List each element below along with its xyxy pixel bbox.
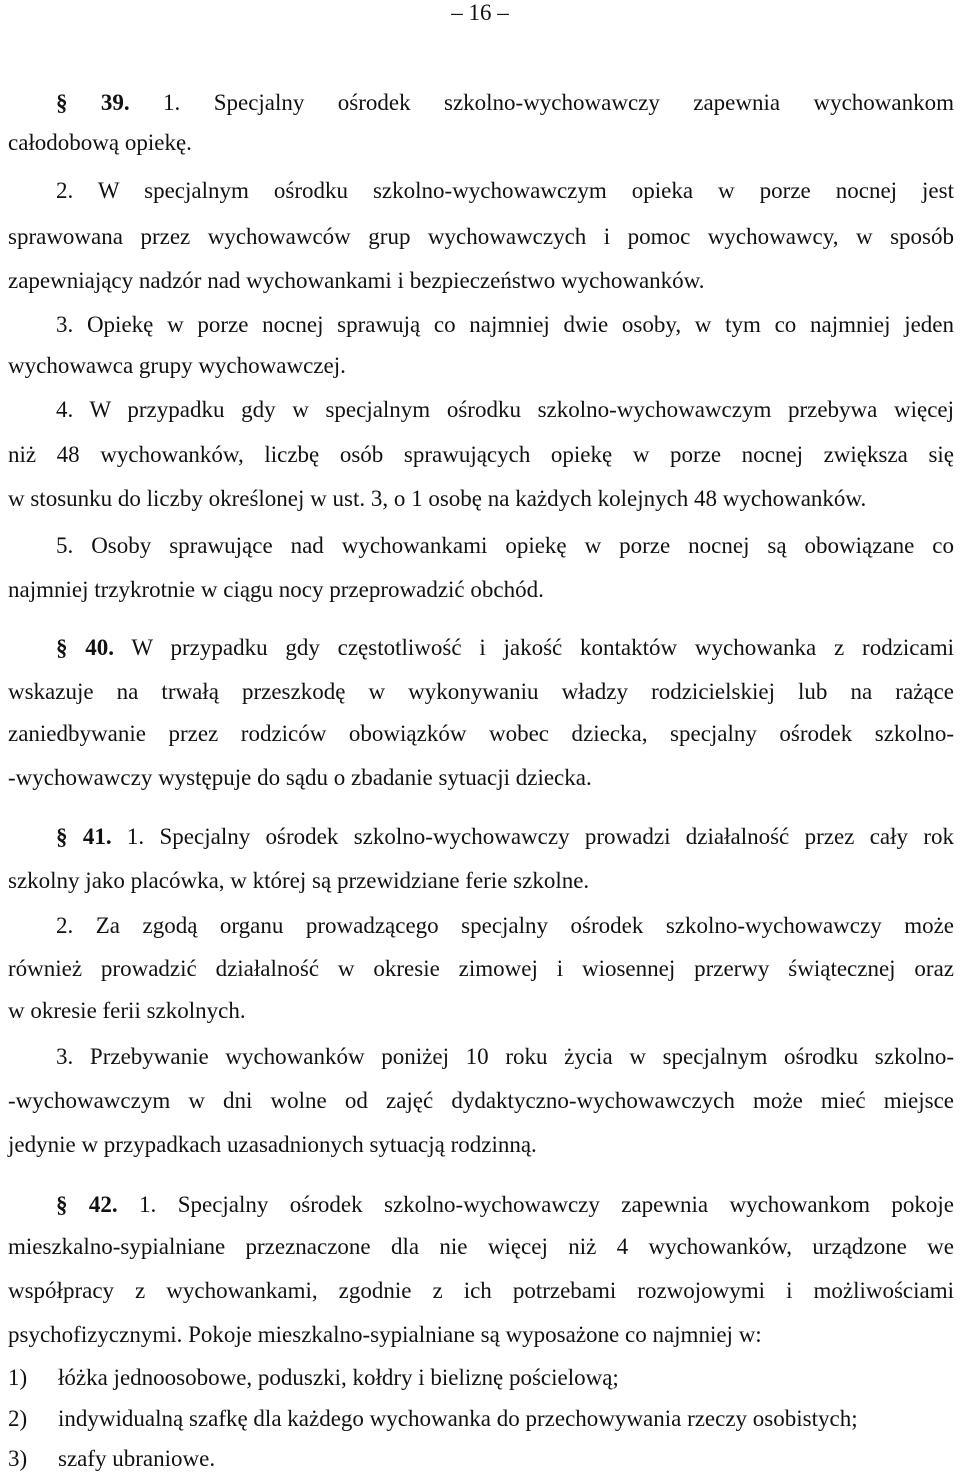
paragraph-line: 2. Za zgodą organu prowadzącego specjalny ośrodek szkolno-wychowawczy może <box>56 913 954 938</box>
paragraph-line: zapewniający nadzór nad wychowankami i bezpieczeństwo wychowanków. <box>8 268 705 293</box>
paragraph-line: § 39. 1. Specjalny ośrodek szkolno-wychowawczy zapewnia wychowankom <box>56 90 955 115</box>
section-mark: § 41. <box>56 824 112 849</box>
paragraph-line: § 42. 1. Specjalny ośrodek szkolno-wychowawczy zapewnia wychowankom pokoje <box>56 1192 955 1217</box>
paragraph-line: szkolny jako placówka, w której są przewidziane ferie szkolne. <box>8 868 590 893</box>
paragraph-line: § 41. 1. Specjalny ośrodek szkolno-wychowawczy prowadzi działalność przez cały rok <box>56 824 955 849</box>
paragraph-line: zaniedbywanie przez rodziców obowiązków wobec dziecka, specjalny ośrodek szkolno- <box>8 721 954 746</box>
paragraph-line: 3. Przebywanie wychowanków poniżej 10 roku życia w specjalnym ośrodku szkolno- <box>56 1044 954 1069</box>
paragraph-line: mieszkalno-sypialniane przeznaczone dla nie więcej niż 4 wychowanków, urządzone we <box>8 1234 954 1259</box>
paragraph-line: w okresie ferii szkolnych. <box>8 998 246 1023</box>
list-item <box>8 1444 954 1474</box>
paragraph-line: również prowadzić działalność w okresie zimowej i wiosennej przerwy świątecznej oraz <box>8 956 954 981</box>
paragraph-line: § 40. W przypadku gdy częstotliwość i jakość kontaktów wychowanka z rodzicami <box>56 635 955 660</box>
paragraph-line: sprawowana przez wychowawców grup wychowawczych i pomoc wychowawcy, w sposób <box>8 224 954 249</box>
section-mark: § 39. <box>56 90 130 115</box>
paragraph-line: psychofizycznymi. Pokoje mieszkalno-sypialniane są wyposażone co najmniej w: <box>8 1322 762 1347</box>
paragraph-line: 3. Opiekę w porze nocnej sprawują co najmniej dwie osoby, w tym co najmniej jeden <box>56 312 954 337</box>
paragraph-line: całodobową opiekę. <box>8 130 192 155</box>
list-item-text: indywidualną szafkę dla każdego wychowanka do przechowywania rzeczy osobistych; <box>58 1406 858 1431</box>
paragraph-line: wychowawca grupy wychowawczej. <box>8 353 346 378</box>
paragraph-line: w stosunku do liczby określonej w ust. 3, o 1 osobę na każdych kolejnych 48 wychowanków. <box>8 486 867 511</box>
list-item-number: 3) <box>8 1446 28 1471</box>
section-mark: § 42. <box>56 1192 118 1217</box>
paragraph-line: najmniej trzykrotnie w ciągu nocy przeprowadzić obchód. <box>8 577 544 602</box>
paragraph-line: -wychowawczym w dni wolne od zajęć dydaktyczno-wychowawczych może mieć miejsce <box>8 1088 954 1113</box>
paragraph-line: wskazuje na trwałą przeszkodę w wykonywaniu władzy rodzicielskiej lub na rażące <box>8 679 954 704</box>
list-item-text: szafy ubraniowe. <box>58 1446 216 1471</box>
paragraph-line: niż 48 wychowanków, liczbę osób sprawujących opiekę w porze nocnej zwiększa się <box>8 442 954 467</box>
list-item <box>8 1404 954 1434</box>
paragraph-line: współpracy z wychowankami, zgodnie z ich potrzebami rozwojowymi i możliwościami <box>8 1278 954 1303</box>
list-item-number: 2) <box>8 1406 28 1431</box>
list-item-text: łóżka jednoosobowe, poduszki, kołdry i bieliznę pościelową; <box>58 1365 619 1390</box>
paragraph-line: jedynie w przypadkach uzasadnionych sytuacją rodzinną. <box>8 1132 537 1157</box>
list-item <box>8 1363 954 1393</box>
paragraph-line: 5. Osoby sprawujące nad wychowankami opiekę w porze nocnej są obowiązane co <box>56 533 954 558</box>
page-number: – 16 – <box>451 0 509 25</box>
paragraph-line: 2. W specjalnym ośrodku szkolno-wychowawczym opieka w porze nocnej jest <box>56 178 954 203</box>
paragraph-line: -wychowawczy występuje do sądu o zbadanie sytuacji dziecka. <box>8 765 592 790</box>
list-item-number: 1) <box>8 1365 28 1390</box>
section-mark: § 40. <box>56 635 115 660</box>
paragraph-line: 4. W przypadku gdy w specjalnym ośrodku szkolno-wychowawczym przebywa więcej <box>56 397 954 422</box>
